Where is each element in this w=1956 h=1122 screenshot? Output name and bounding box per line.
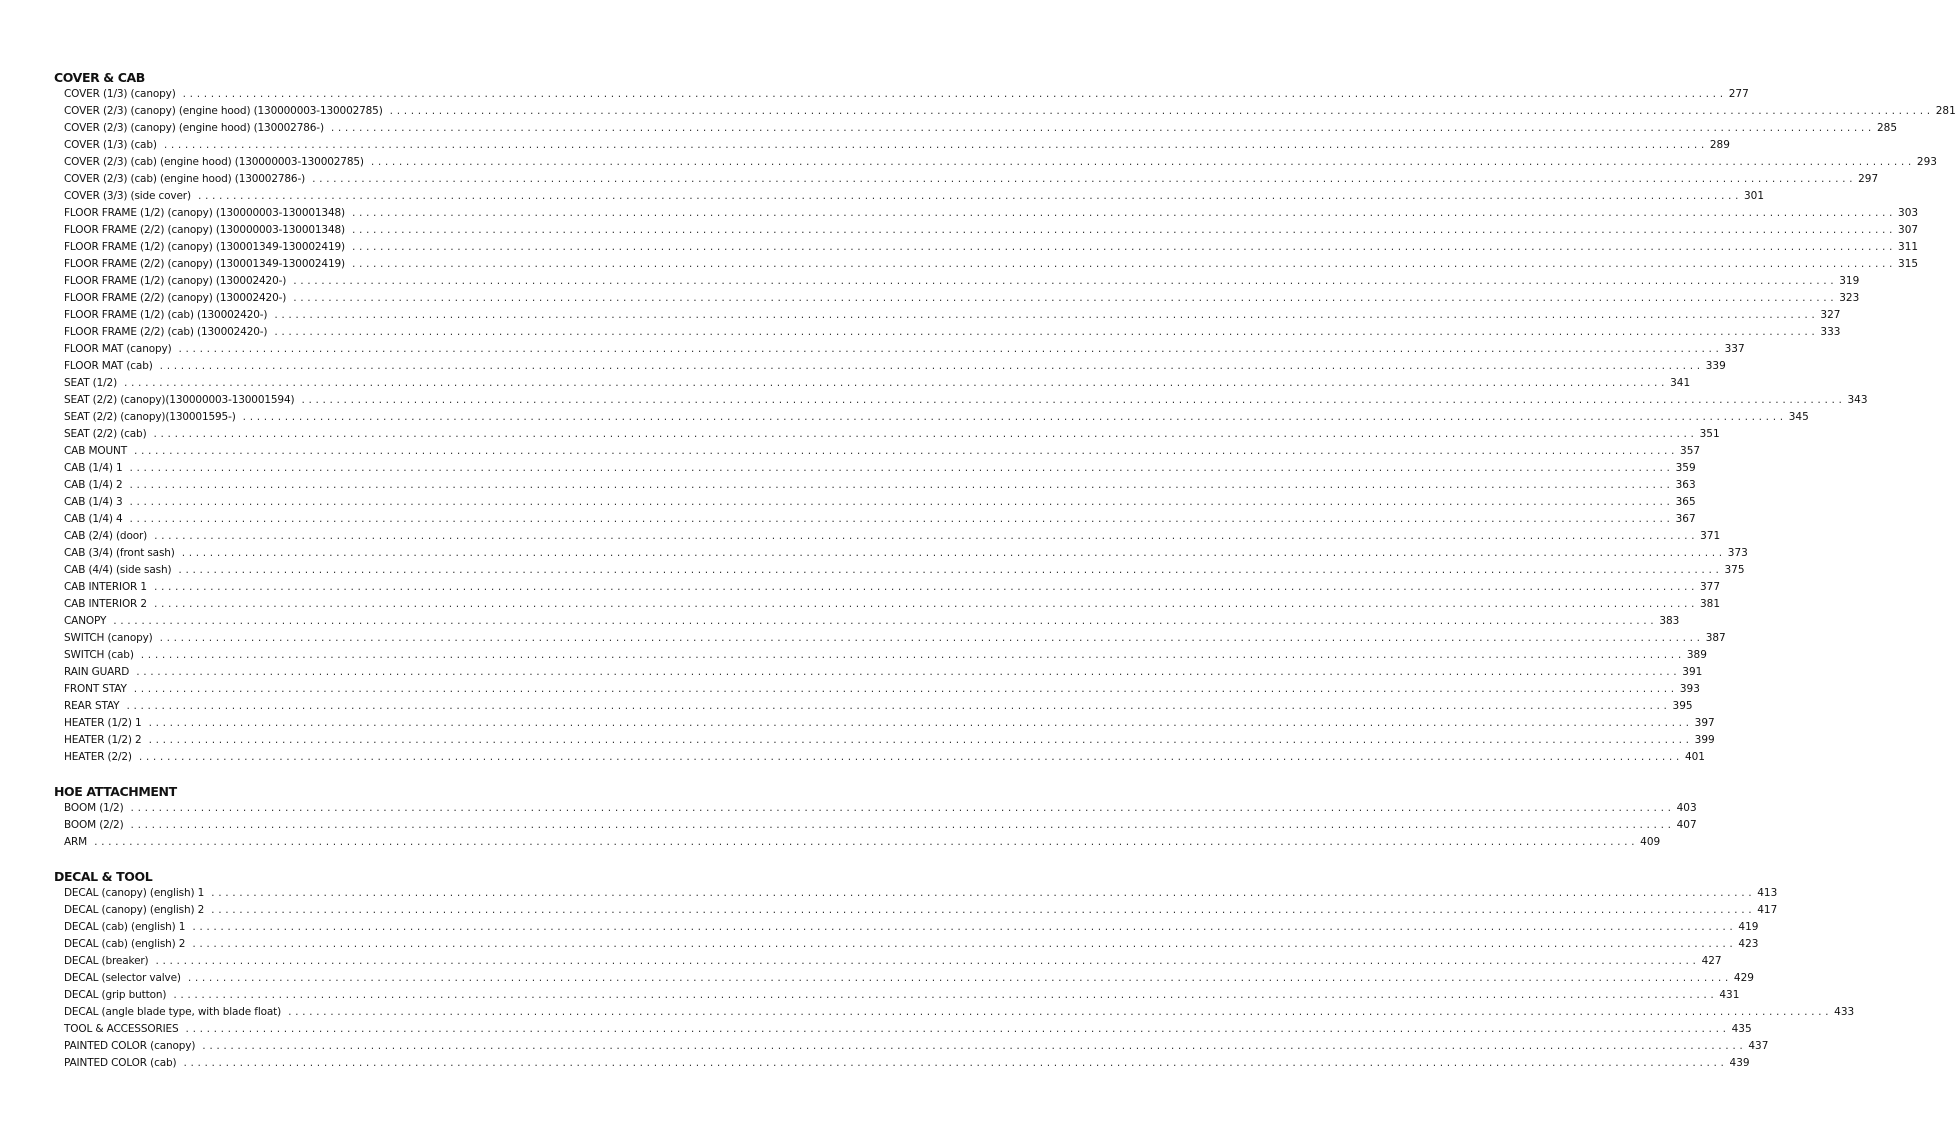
dot-leader: ............................................................................................................................................................................................................................ — [154, 957, 1699, 967]
entry-label: HEATER (1/2) 1 — [64, 717, 142, 729]
entry-label: CAB (4/4) (side sash) — [64, 564, 172, 576]
dot-leader: ............................................................................................................................................................................................................................ — [93, 838, 1638, 848]
entry-page-number: 419 — [1738, 921, 1759, 933]
toc-entry[interactable] — [64, 256, 1919, 273]
toc-entry[interactable] — [64, 222, 1919, 239]
entry-label: SWITCH (cab) — [64, 649, 134, 661]
toc-entry[interactable] — [64, 1021, 1752, 1038]
dot-leader: ............................................................................................................................................................................................................................ — [201, 1042, 1746, 1052]
entry-page-number: 435 — [1731, 1023, 1752, 1035]
entry-page-number: 339 — [1705, 360, 1726, 372]
dot-leader: ............................................................................................................................................................................................................................ — [292, 277, 1837, 287]
entry-label: COVER (2/3) (canopy) (engine hood) (130000003-130002785) — [64, 105, 383, 117]
entry-page-number: 409 — [1640, 836, 1661, 848]
dot-leader: ............................................................................................................................................................................................................................ — [273, 328, 1818, 338]
entry-label: CANOPY — [64, 615, 107, 627]
entry-page-number: 429 — [1733, 972, 1754, 984]
entry-page-number: 367 — [1675, 513, 1696, 525]
entry-label: DECAL (selector valve) — [64, 972, 181, 984]
dot-leader: ............................................................................................................................................................................................................................ — [152, 430, 1697, 440]
entry-page-number: 395 — [1672, 700, 1693, 712]
toc-entry[interactable] — [64, 409, 1809, 426]
toc-entry[interactable] — [64, 392, 1868, 409]
entry-label: COVER (2/3) (canopy) (engine hood) (130002786-) — [64, 122, 324, 134]
dot-leader: ............................................................................................................................................................................................................................ — [147, 719, 1692, 729]
entry-page-number: 397 — [1694, 717, 1715, 729]
dot-leader: ............................................................................................................................................................................................................................ — [350, 260, 1896, 270]
dot-leader: ............................................................................................................................................................................................................................ — [350, 243, 1896, 253]
toc-entry[interactable] — [64, 987, 1740, 1004]
toc-entry[interactable] — [64, 460, 1696, 477]
entry-label: CAB (2/4) (door) — [64, 530, 148, 542]
entry-page-number: 365 — [1675, 496, 1696, 508]
entry-label: BOOM (2/2) — [64, 819, 124, 831]
entry-label: HEATER (1/2) 2 — [64, 734, 142, 746]
entry-page-number: 281 — [1935, 105, 1956, 117]
entry-label: CAB INTERIOR 2 — [64, 598, 147, 610]
toc-entry[interactable] — [64, 239, 1919, 256]
dot-leader: ............................................................................................................................................................................................................................ — [241, 413, 1786, 423]
toc-entry[interactable] — [64, 477, 1696, 494]
dot-leader: ............................................................................................................................................................................................................................ — [152, 583, 1697, 593]
entry-label: DECAL (canopy) (english) 2 — [64, 904, 205, 916]
entry-label: REAR STAY — [64, 700, 120, 712]
toc-entry[interactable] — [64, 358, 1726, 375]
dot-leader: ............................................................................................................................................................................................................................ — [191, 940, 1736, 950]
toc-entry[interactable] — [64, 494, 1696, 511]
dot-leader: ............................................................................................................................................................................................................................ — [162, 141, 1707, 151]
toc-entry[interactable] — [64, 1055, 1750, 1072]
entry-label: FLOOR FRAME (2/2) (canopy) (130002420-) — [64, 292, 287, 304]
entry-label: PAINTED COLOR (cab) — [64, 1057, 177, 1069]
dot-leader: ............................................................................................................................................................................................................................ — [128, 515, 1673, 525]
entry-label: SEAT (2/2) (canopy)(130000003-130001594) — [64, 394, 295, 406]
toc-entry[interactable] — [64, 290, 1860, 307]
dot-leader: ............................................................................................................................................................................................................................ — [184, 1025, 1729, 1035]
dot-leader: ............................................................................................................................................................................................................................ — [300, 396, 1845, 406]
dot-leader: ............................................................................................................................................................................................................................ — [311, 175, 1856, 185]
toc-entry[interactable] — [64, 732, 1715, 749]
toc-entry[interactable] — [64, 749, 1705, 766]
entry-label: TOOL & ACCESSORIES — [64, 1023, 179, 1035]
entry-label: DECAL (canopy) (english) 1 — [64, 887, 205, 899]
entry-label: FLOOR FRAME (1/2) (cab) (130002420-) — [64, 309, 268, 321]
entry-page-number: 407 — [1676, 819, 1697, 831]
entry-label: SEAT (2/2) (canopy)(130001595-) — [64, 411, 236, 423]
toc-entry[interactable] — [64, 800, 1697, 817]
toc-entry[interactable] — [64, 902, 1778, 919]
toc-entry[interactable] — [64, 579, 1721, 596]
section-hoe-attachment — [54, 783, 1697, 851]
dot-leader: ............................................................................................................................................................................................................................ — [210, 889, 1755, 899]
toc-entry[interactable] — [64, 188, 1765, 205]
entry-page-number: 285 — [1876, 122, 1897, 134]
toc-entry[interactable] — [64, 562, 1745, 579]
dot-leader: ............................................................................................................................................................................................................................ — [177, 566, 1722, 576]
entry-page-number: 315 — [1898, 258, 1919, 270]
entry-page-number: 359 — [1675, 462, 1696, 474]
entry-label: DECAL (angle blade type, with blade float) — [64, 1006, 282, 1018]
entry-label: SEAT (2/2) (cab) — [64, 428, 147, 440]
entry-list — [64, 86, 1956, 766]
entry-page-number: 293 — [1916, 156, 1937, 168]
entry-page-number: 323 — [1839, 292, 1860, 304]
dot-leader: ............................................................................................................................................................................................................................ — [388, 107, 1933, 117]
dot-leader: ............................................................................................................................................................................................................................ — [132, 685, 1677, 695]
entry-label: CAB MOUNT — [64, 445, 127, 457]
toc-entry[interactable] — [64, 953, 1722, 970]
toc-entry[interactable] — [64, 120, 1897, 137]
dot-leader: ............................................................................................................................................................................................................................ — [182, 1059, 1727, 1069]
dot-leader: ............................................................................................................................................................................................................................ — [191, 923, 1736, 933]
dot-leader: ............................................................................................................................................................................................................................ — [287, 1008, 1832, 1018]
entry-page-number: 301 — [1744, 190, 1765, 202]
entry-page-number: 345 — [1788, 411, 1809, 423]
toc-entry[interactable] — [64, 630, 1726, 647]
dot-leader: ............................................................................................................................................................................................................................ — [350, 209, 1896, 219]
toc-entry[interactable] — [64, 375, 1691, 392]
toc-entry[interactable] — [64, 817, 1697, 834]
entry-label: DECAL (breaker) — [64, 955, 149, 967]
entry-label: FLOOR FRAME (2/2) (canopy) (130000003-130001348) — [64, 224, 345, 236]
entry-list — [64, 800, 1697, 851]
entry-page-number: 427 — [1701, 955, 1722, 967]
entry-label: COVER (1/3) (cab) — [64, 139, 157, 151]
entry-page-number: 433 — [1834, 1006, 1855, 1018]
entry-label: CAB (3/4) (front sash) — [64, 547, 175, 559]
entry-label: FLOOR FRAME (2/2) (cab) (130002420-) — [64, 326, 268, 338]
entry-page-number: 319 — [1839, 275, 1860, 287]
entry-page-number: 417 — [1757, 904, 1778, 916]
dot-leader: ............................................................................................................................................................................................................................ — [181, 90, 1726, 100]
dot-leader: ............................................................................................................................................................................................................................ — [139, 651, 1684, 661]
entry-label: ARM — [64, 836, 88, 848]
entry-page-number: 413 — [1757, 887, 1778, 899]
dot-leader: ............................................................................................................................................................................................................................ — [369, 158, 1914, 168]
entry-page-number: 371 — [1700, 530, 1721, 542]
dot-leader: ............................................................................................................................................................................................................................ — [196, 192, 1741, 202]
entry-page-number: 303 — [1898, 207, 1919, 219]
dot-leader: ............................................................................................................................................................................................................................ — [177, 345, 1722, 355]
entry-label: SEAT (1/2) — [64, 377, 118, 389]
dot-leader: ............................................................................................................................................................................................................................ — [128, 464, 1673, 474]
entry-page-number: 387 — [1705, 632, 1726, 644]
entry-label: SWITCH (canopy) — [64, 632, 153, 644]
entry-label: DECAL (grip button) — [64, 989, 167, 1001]
entry-label: BOOM (1/2) — [64, 802, 124, 814]
entry-list — [64, 885, 1855, 1072]
dot-leader: ............................................................................................................................................................................................................................ — [128, 481, 1673, 491]
dot-leader: ............................................................................................................................................................................................................................ — [125, 702, 1670, 712]
dot-leader: ............................................................................................................................................................................................................................ — [123, 379, 1668, 389]
toc-entry[interactable] — [64, 137, 1730, 154]
toc-entry[interactable] — [64, 1038, 1769, 1055]
entry-page-number: 401 — [1684, 751, 1705, 763]
toc-entry[interactable] — [64, 681, 1700, 698]
toc-entry[interactable] — [64, 919, 1759, 936]
entry-page-number: 351 — [1699, 428, 1720, 440]
toc-entry[interactable] — [64, 834, 1661, 851]
toc-entry[interactable] — [64, 205, 1919, 222]
toc-entry[interactable] — [64, 1004, 1855, 1021]
entry-page-number: 381 — [1700, 598, 1721, 610]
entry-page-number: 431 — [1719, 989, 1740, 1001]
toc-entry[interactable] — [64, 86, 1749, 103]
entry-page-number: 389 — [1686, 649, 1707, 661]
toc-entry[interactable] — [64, 715, 1715, 732]
dot-leader: ............................................................................................................................................................................................................................ — [137, 753, 1682, 763]
entry-page-number: 383 — [1659, 615, 1680, 627]
toc-entry[interactable] — [64, 341, 1745, 358]
dot-leader: ............................................................................................................................................................................................................................ — [158, 634, 1703, 644]
toc-entry[interactable] — [64, 936, 1759, 953]
entry-page-number: 357 — [1680, 445, 1701, 457]
entry-label: CAB (1/4) 2 — [64, 479, 123, 491]
dot-leader: ............................................................................................................................................................................................................................ — [158, 362, 1703, 372]
entry-page-number: 333 — [1820, 326, 1841, 338]
entry-label: COVER (1/3) (canopy) — [64, 88, 176, 100]
dot-leader: ............................................................................................................................................................................................................................ — [292, 294, 1837, 304]
entry-label: DECAL (cab) (english) 1 — [64, 921, 186, 933]
entry-page-number: 297 — [1858, 173, 1879, 185]
toc-entry[interactable] — [64, 324, 1841, 341]
toc-entry[interactable] — [64, 970, 1754, 987]
dot-leader: ............................................................................................................................................................................................................................ — [153, 532, 1698, 542]
toc-entry[interactable] — [64, 426, 1720, 443]
dot-leader: ............................................................................................................................................................................................................................ — [132, 447, 1678, 457]
entry-label: COVER (2/3) (cab) (engine hood) (130000003-130002785) — [64, 156, 364, 168]
entry-label: COVER (2/3) (cab) (engine hood) (130002786-) — [64, 173, 306, 185]
entry-page-number: 337 — [1724, 343, 1745, 355]
entry-page-number: 403 — [1676, 802, 1697, 814]
dot-leader: ............................................................................................................................................................................................................................ — [147, 736, 1692, 746]
dot-leader: ............................................................................................................................................................................................................................ — [112, 617, 1657, 627]
entry-page-number: 393 — [1679, 683, 1700, 695]
entry-page-number: 363 — [1675, 479, 1696, 491]
entry-label: FLOOR FRAME (1/2) (canopy) (130000003-130001348) — [64, 207, 345, 219]
entry-page-number: 277 — [1728, 88, 1749, 100]
entry-label: COVER (3/3) (side cover) — [64, 190, 191, 202]
toc-entry[interactable] — [64, 443, 1701, 460]
entry-label: FLOOR MAT (canopy) — [64, 343, 172, 355]
entry-label: FLOOR FRAME (1/2) (canopy) (130002420-) — [64, 275, 287, 287]
section-cover-cab — [54, 69, 1956, 766]
section-title: HOE ATTACHMENT — [54, 784, 177, 799]
entry-page-number: 373 — [1727, 547, 1748, 559]
dot-leader: ............................................................................................................................................................................................................................ — [329, 124, 1874, 134]
entry-page-number: 391 — [1682, 666, 1703, 678]
toc-entry[interactable] — [64, 664, 1703, 681]
entry-label: PAINTED COLOR (canopy) — [64, 1040, 196, 1052]
toc-entry[interactable] — [64, 307, 1841, 324]
toc-entry[interactable] — [64, 154, 1937, 171]
entry-page-number: 375 — [1724, 564, 1745, 576]
dot-leader: ............................................................................................................................................................................................................................ — [210, 906, 1755, 916]
dot-leader: ............................................................................................................................................................................................................................ — [273, 311, 1818, 321]
dot-leader: ............................................................................................................................................................................................................................ — [128, 498, 1673, 508]
entry-page-number: 311 — [1898, 241, 1919, 253]
toc-entry[interactable] — [64, 596, 1721, 613]
entry-label: FLOOR MAT (cab) — [64, 360, 153, 372]
dot-leader: ............................................................................................................................................................................................................................ — [135, 668, 1680, 678]
dot-leader: ............................................................................................................................................................................................................................ — [180, 549, 1725, 559]
entry-label: DECAL (cab) (english) 2 — [64, 938, 186, 950]
toc-entry[interactable] — [64, 511, 1696, 528]
section-title: DECAL & TOOL — [54, 869, 153, 884]
toc-entry[interactable] — [64, 647, 1707, 664]
dot-leader: ............................................................................................................................................................................................................................ — [129, 804, 1674, 814]
entry-label: RAIN GUARD — [64, 666, 130, 678]
toc-entry[interactable] — [64, 528, 1721, 545]
toc-entry[interactable] — [64, 885, 1778, 902]
toc-entry[interactable] — [64, 613, 1680, 630]
entry-page-number: 423 — [1738, 938, 1759, 950]
entry-page-number: 399 — [1694, 734, 1715, 746]
section-title: COVER & CAB — [54, 70, 145, 85]
entry-label: CAB (1/4) 3 — [64, 496, 123, 508]
dot-leader: ............................................................................................................................................................................................................................ — [152, 600, 1697, 610]
toc-entry[interactable] — [64, 273, 1860, 290]
entry-label: FLOOR FRAME (1/2) (canopy) (130001349-130002419) — [64, 241, 345, 253]
toc-entry[interactable] — [64, 698, 1693, 715]
entry-label: FRONT STAY — [64, 683, 127, 695]
entry-page-number: 439 — [1729, 1057, 1750, 1069]
entry-label: HEATER (2/2) — [64, 751, 132, 763]
dot-leader: ............................................................................................................................................................................................................................ — [186, 974, 1731, 984]
dot-leader: ............................................................................................................................................................................................................................ — [350, 226, 1896, 236]
dot-leader: ............................................................................................................................................................................................................................ — [172, 991, 1717, 1001]
entry-page-number: 343 — [1847, 394, 1868, 406]
entry-page-number: 437 — [1748, 1040, 1769, 1052]
entry-page-number: 327 — [1820, 309, 1841, 321]
entry-label: CAB INTERIOR 1 — [64, 581, 147, 593]
toc-entry[interactable] — [64, 103, 1956, 120]
toc-entry[interactable] — [64, 171, 1879, 188]
entry-page-number: 307 — [1898, 224, 1919, 236]
dot-leader: ............................................................................................................................................................................................................................ — [129, 821, 1674, 831]
entry-label: CAB (1/4) 1 — [64, 462, 123, 474]
entry-page-number: 377 — [1700, 581, 1721, 593]
entry-page-number: 341 — [1670, 377, 1691, 389]
entry-label: FLOOR FRAME (2/2) (canopy) (130001349-130002419) — [64, 258, 345, 270]
section-decal-tool — [54, 868, 1855, 1072]
entry-label: CAB (1/4) 4 — [64, 513, 123, 525]
entry-page-number: 289 — [1709, 139, 1730, 151]
toc-entry[interactable] — [64, 545, 1748, 562]
